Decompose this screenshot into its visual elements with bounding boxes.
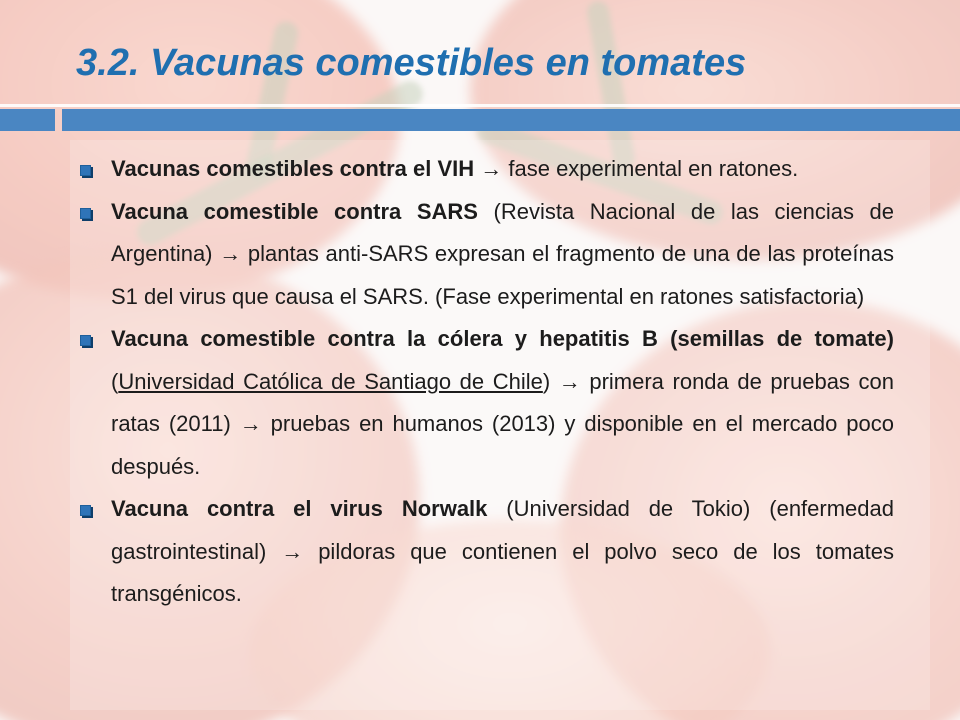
item-heading: Vacuna contra el virus Norwalk <box>111 496 488 521</box>
item-text: (Universidad de Tokio) (enfermedad gastrointestinal) → pildoras que contienen el polvo seco de los tomates transgénicos. <box>111 496 894 606</box>
title-bar-left <box>0 109 55 131</box>
slide-title: 3.2. Vacunas comestibles en tomates <box>76 42 747 84</box>
item-text-pre: ( <box>111 368 119 394</box>
square-bullet-icon <box>80 505 91 516</box>
square-bullet-icon <box>80 165 91 176</box>
title-bar-right <box>62 109 960 131</box>
list-item <box>76 148 894 191</box>
item-text: → fase experimental en ratones. <box>474 156 799 181</box>
item-heading: Vacuna comestible contra la cólera y hepatitis B (semillas de tomate) <box>111 326 894 351</box>
list-item <box>76 191 894 319</box>
bullet-list <box>76 148 894 616</box>
list-item <box>76 318 894 488</box>
university-link-text: Universidad Católica de Santiago de Chile <box>118 368 543 394</box>
title-divider-line <box>0 104 960 107</box>
item-text: (Revista Nacional de las ciencias de Argentina) → plantas anti-SARS expresan el fragmento de una de las proteínas S1 del virus que causa el SARS. (Fase experimental en ratones satisfactoria) <box>111 198 895 309</box>
item-heading: Vacuna comestible contra SARS <box>111 198 478 224</box>
square-bullet-icon <box>80 208 91 219</box>
item-text: ) → primera ronda de pruebas con ratas (2011) → pruebas en humanos (2013) y disponible en el mercado poco después. <box>111 368 894 479</box>
list-item <box>76 488 894 616</box>
square-bullet-icon <box>80 335 91 346</box>
item-heading: Vacunas comestibles contra el VIH <box>111 156 475 181</box>
